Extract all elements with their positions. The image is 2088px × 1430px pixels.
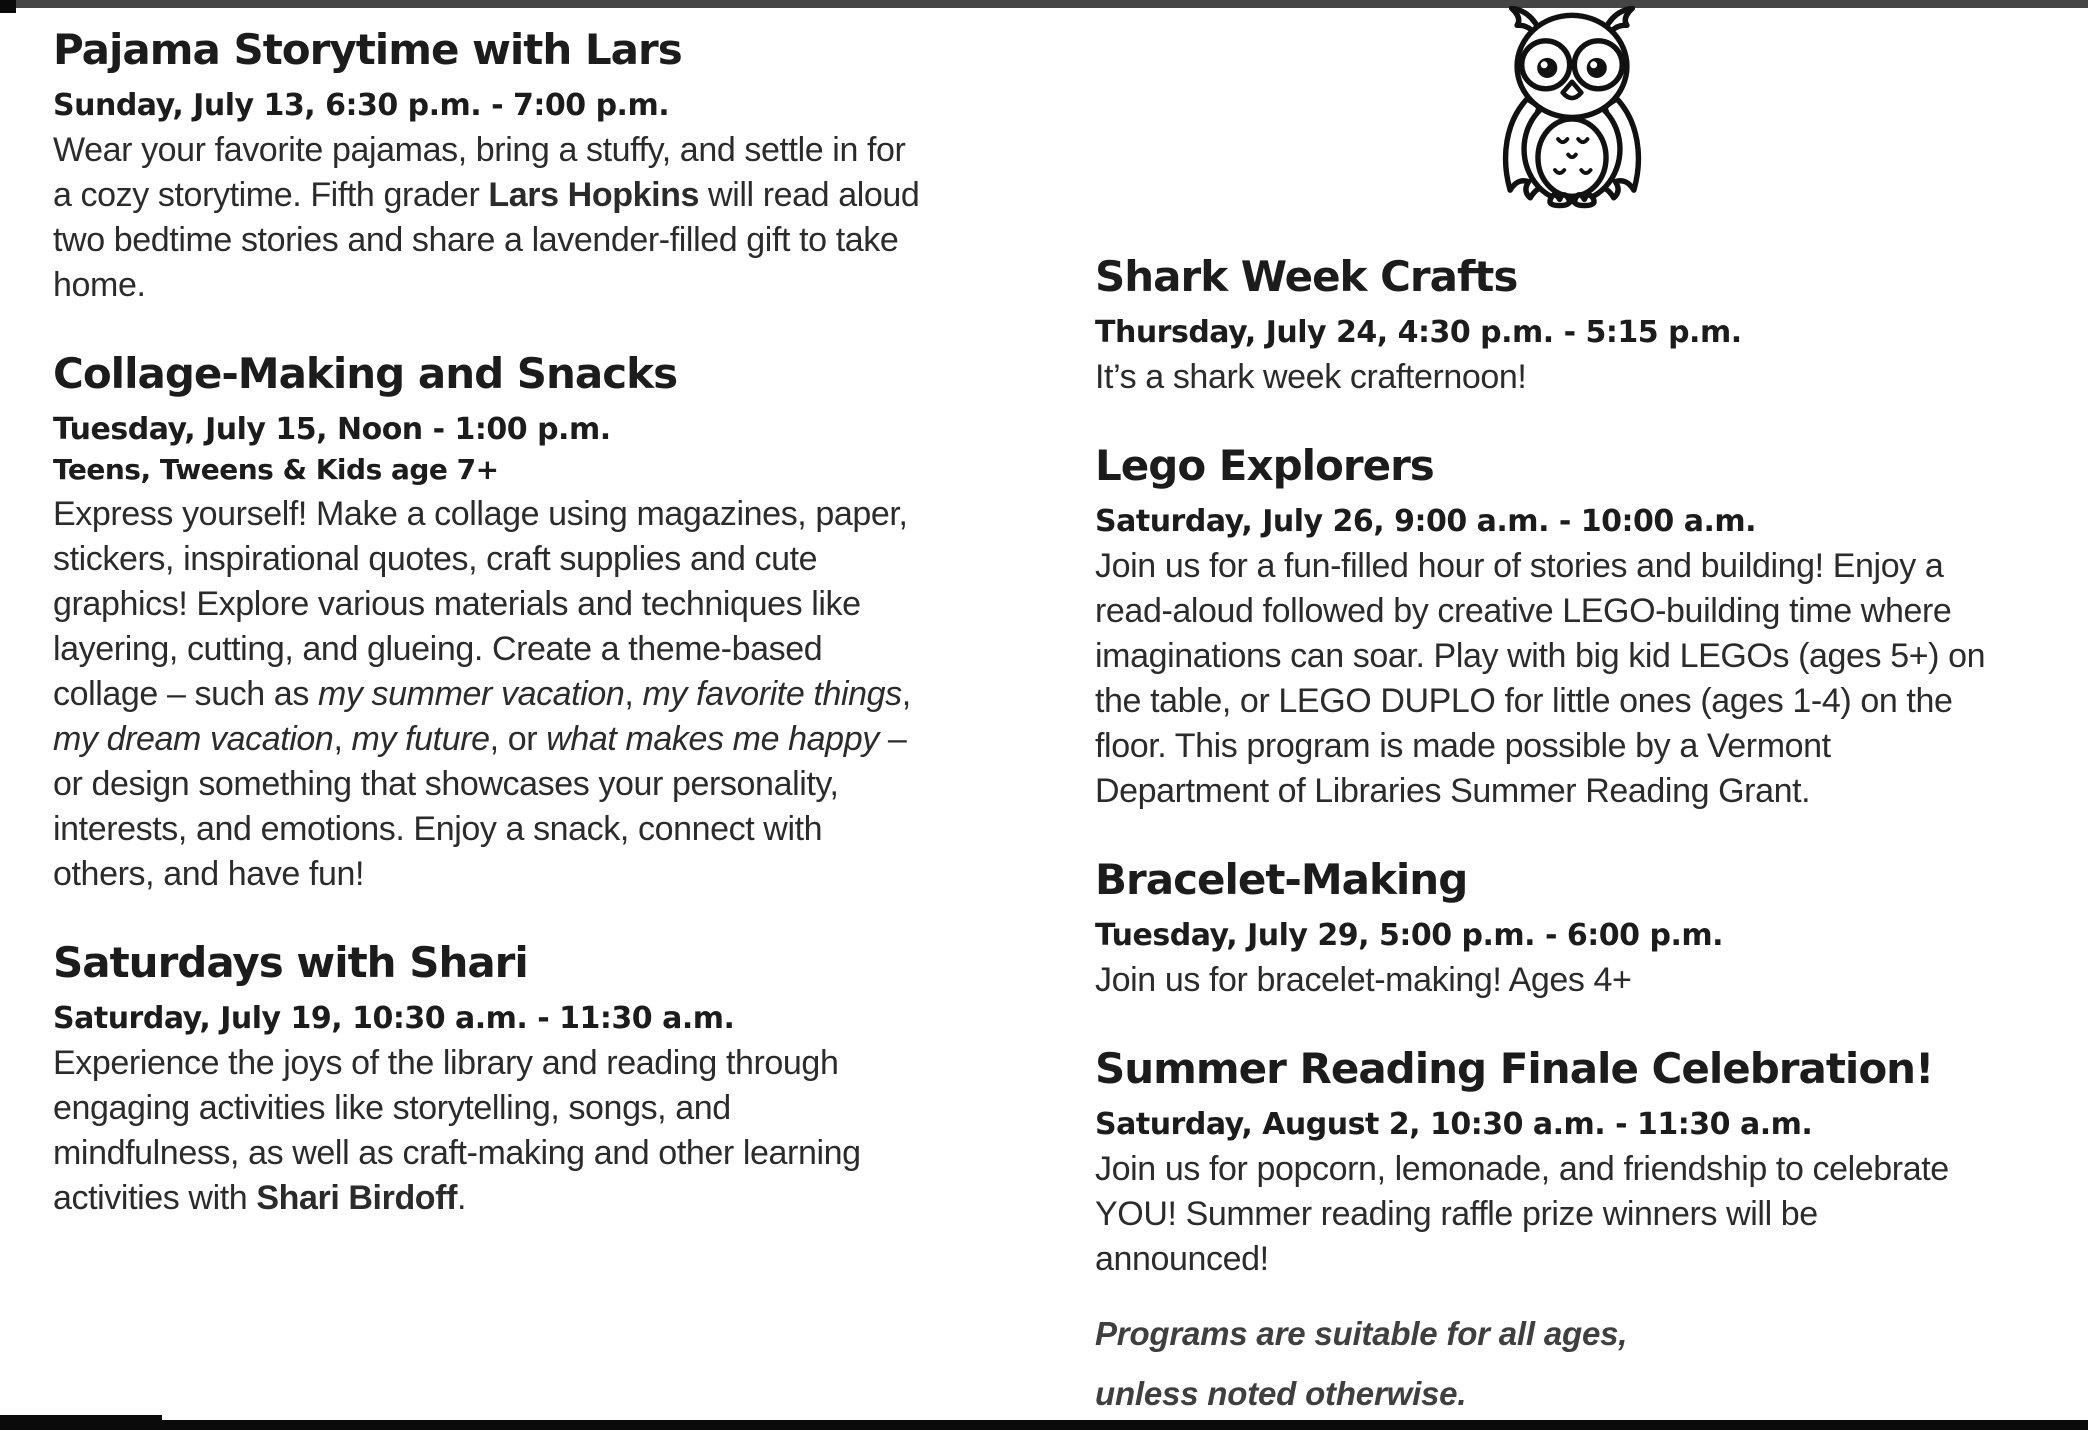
body-line: Join us for bracelet-making! Ages 4+ bbox=[1095, 961, 1632, 999]
section-datetime: Saturday, July 19, 10:30 a.m. - 11:30 a.m. bbox=[53, 1001, 735, 1036]
owl-icon bbox=[1493, 6, 1651, 211]
body-line: two bedtime stories and share a lavender-filled gift to take bbox=[53, 221, 899, 259]
section-lego-explorers bbox=[1095, 442, 2088, 814]
section-bracelet-making bbox=[1095, 856, 2088, 1003]
body-line: Express yourself! Make a collage using magazines, paper, bbox=[53, 495, 908, 533]
section-body bbox=[1095, 544, 2088, 814]
section-datetime: Thursday, July 24, 4:30 p.m. - 5:15 p.m. bbox=[1095, 315, 1742, 350]
section-title: Saturdays with Shari bbox=[53, 938, 528, 987]
body-line: Join us for popcorn, lemonade, and friendship to celebrate bbox=[1095, 1150, 1949, 1188]
section-summer-reading-finale bbox=[1095, 1045, 2088, 1282]
right-column bbox=[1095, 0, 2088, 1424]
section-title: Shark Week Crafts bbox=[1095, 252, 1518, 301]
body-line: my dream vacation, my future, or what makes me happy – bbox=[53, 720, 907, 758]
section-body bbox=[53, 1041, 1058, 1221]
section-body bbox=[1095, 1147, 2088, 1282]
section-shark-week-crafts bbox=[1095, 253, 2088, 400]
all-ages-note-line: Programs are suitable for all ages, bbox=[1095, 1315, 1628, 1352]
body-line: others, and have fun! bbox=[53, 855, 365, 893]
section-body bbox=[1095, 355, 2088, 400]
body-line: YOU! Summer reading raffle prize winners will be bbox=[1095, 1195, 1818, 1233]
section-body bbox=[1095, 958, 2088, 1003]
body-line: imaginations can soar. Play with big kid LEGOs (ages 5+) on bbox=[1095, 637, 1986, 675]
section-datetime: Saturday, July 26, 9:00 a.m. - 10:00 a.m. bbox=[1095, 504, 1757, 539]
body-line: stickers, inspirational quotes, craft supplies and cute bbox=[53, 540, 818, 578]
section-title: Summer Reading Finale Celebration! bbox=[1095, 1044, 1934, 1093]
section-datetime: Saturday, August 2, 10:30 a.m. - 11:30 a.m. bbox=[1095, 1107, 1813, 1142]
body-line: Experience the joys of the library and reading through bbox=[53, 1044, 839, 1082]
section-body bbox=[53, 128, 1058, 308]
all-ages-note-line: unless noted otherwise. bbox=[1095, 1375, 1467, 1412]
body-line: home. bbox=[53, 266, 146, 304]
all-ages-note bbox=[1095, 1304, 2088, 1424]
section-title: Lego Explorers bbox=[1095, 441, 1434, 490]
section-collage-making bbox=[53, 350, 1058, 897]
section-datetime: Tuesday, July 29, 5:00 p.m. - 6:00 p.m. bbox=[1095, 918, 1724, 953]
body-line: the table, or LEGO DUPLO for little ones (ages 1-4) on the bbox=[1095, 682, 1953, 720]
body-line: activities with Shari Birdoff. bbox=[53, 1179, 467, 1217]
section-body bbox=[53, 492, 1058, 897]
body-line: announced! bbox=[1095, 1240, 1269, 1278]
body-line: interests, and emotions. Enjoy a snack, connect with bbox=[53, 810, 823, 848]
body-line: floor. This program is made possible by a Vermont bbox=[1095, 727, 1831, 765]
body-line: collage – such as my summer vacation, my favorite things, bbox=[53, 675, 911, 713]
left-column bbox=[53, 0, 1058, 1221]
section-title: Pajama Storytime with Lars bbox=[53, 25, 682, 74]
body-line: or design something that showcases your personality, bbox=[53, 765, 839, 803]
bottom-left-corner-mark bbox=[0, 1415, 162, 1430]
section-saturdays-with-shari bbox=[53, 939, 1058, 1221]
body-line: Department of Libraries Summer Reading Grant. bbox=[1095, 772, 1811, 810]
section-pajama-storytime bbox=[53, 26, 1058, 308]
top-left-corner-mark bbox=[0, 0, 16, 13]
bottom-border-bar bbox=[0, 1420, 2088, 1430]
section-datetime: Tuesday, July 15, Noon - 1:00 p.m. bbox=[53, 412, 611, 447]
section-audience: Teens, Tweens & Kids age 7+ bbox=[53, 453, 499, 486]
body-line: mindfulness, as well as craft-making and other learning bbox=[53, 1134, 861, 1172]
body-line: a cozy storytime. Fifth grader Lars Hopkins will read aloud bbox=[53, 176, 920, 214]
body-line: engaging activities like storytelling, songs, and bbox=[53, 1089, 731, 1127]
section-title: Bracelet-Making bbox=[1095, 855, 1468, 904]
section-datetime: Sunday, July 13, 6:30 p.m. - 7:00 p.m. bbox=[53, 88, 670, 123]
body-line: graphics! Explore various materials and techniques like bbox=[53, 585, 861, 623]
body-line: read-aloud followed by creative LEGO-building time where bbox=[1095, 592, 1952, 630]
body-line: It’s a shark week crafternoon! bbox=[1095, 358, 1527, 396]
body-line: Wear your favorite pajamas, bring a stuffy, and settle in for bbox=[53, 131, 906, 169]
body-line: Join us for a fun-filled hour of stories and building! Enjoy a bbox=[1095, 547, 1944, 585]
body-line: layering, cutting, and glueing. Create a theme-based bbox=[53, 630, 823, 668]
section-title: Collage-Making and Snacks bbox=[53, 349, 678, 398]
